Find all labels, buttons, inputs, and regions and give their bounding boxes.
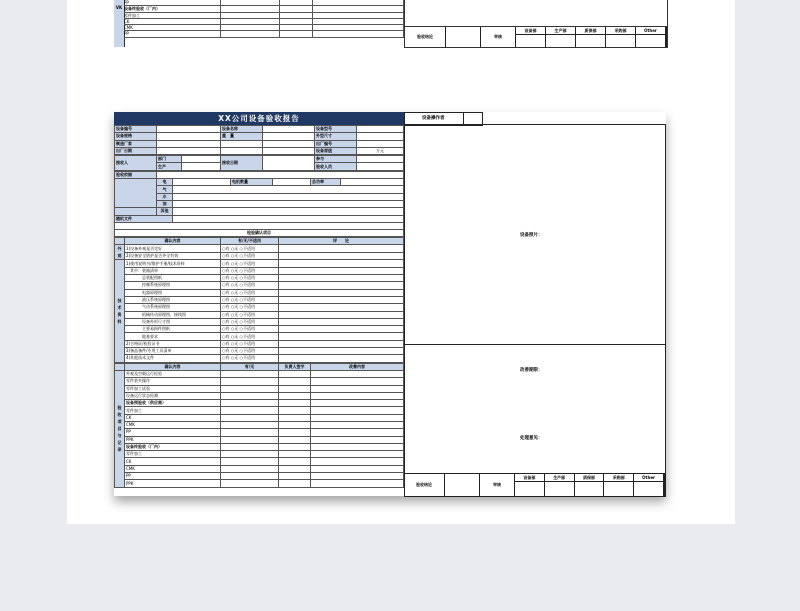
department-name: 设备部 [515,474,545,481]
process-resp[interactable] [279,414,311,421]
process-resp[interactable] [279,407,311,414]
process-row [115,378,404,385]
process-req[interactable] [311,421,404,428]
inspection-status[interactable]: ○有 ○无 ○不适用 [221,340,279,347]
process-yes-no[interactable] [221,465,279,472]
process-row [115,429,404,436]
process-resp[interactable] [279,436,311,443]
process-row [115,465,404,472]
signoff-label: 验收结论 [404,474,445,496]
previous-row-cell [313,25,404,30]
department-name: 采购部 [604,474,634,481]
previous-sheet-right [404,0,668,48]
process-row [115,436,404,443]
process-req[interactable] [311,378,404,385]
process-row [115,421,404,428]
info-label: 设备原值 [315,147,357,154]
water-label: 水 [157,193,173,200]
department-signature-box[interactable] [516,35,546,47]
process-table [114,363,404,488]
previous-row-item: 设备终验收（厂内） [124,6,221,11]
inspection-item: 液压系统原理图 [125,296,221,303]
process-yes-no[interactable] [221,443,279,450]
inspection-row [115,260,404,267]
info-label: 设备规格 [115,133,157,140]
inspection-status[interactable]: ○有 ○无 ○不适用 [221,296,279,303]
utility-side [115,179,157,208]
process-resp[interactable] [279,385,311,392]
department-name: 质保部 [575,474,605,481]
dept-field[interactable] [182,156,221,163]
inspection-remark[interactable] [279,252,404,260]
status-col-header: 有/无/不适用 [221,238,279,245]
process-item: 零件装夹操作 [125,378,221,385]
process-req[interactable] [311,451,404,458]
total-power-label: 总功率 [311,179,341,186]
power-label: 电 [157,179,173,186]
inspection-remark[interactable] [279,340,404,347]
factory-no-label: 出厂编号 [315,140,357,147]
attach-label: 随机文件 [115,215,173,222]
process-resp[interactable] [279,378,311,385]
inspection-remark[interactable] [279,304,404,311]
process-item: 零件加工 [125,407,221,414]
inspection-row [115,348,404,355]
process-resp[interactable] [279,451,311,458]
previous-row-cell [313,31,404,36]
info-field[interactable] [157,126,221,133]
process-yes-no[interactable] [221,400,279,407]
other-label: 其他 [157,208,173,215]
info-field[interactable] [357,126,404,133]
previous-row-cell [313,19,404,24]
info-field[interactable] [157,140,221,147]
inspection-remark[interactable] [279,311,404,318]
process-req[interactable] [311,429,404,436]
department-signature-box[interactable] [634,482,664,496]
inspection-remark[interactable] [279,326,404,333]
inspection-remark[interactable] [279,275,404,282]
process-resp[interactable] [279,458,311,465]
remark-col-header: 评 论 [279,238,404,245]
process-req[interactable] [311,473,404,480]
process-yes-no[interactable] [221,370,279,377]
producer-field[interactable] [182,163,221,170]
department-name: 生产部 [545,474,575,481]
inspection-row [115,318,404,325]
department-signature-box[interactable] [576,35,606,47]
process-yes-no[interactable] [221,392,279,399]
process-item: CMK [125,465,221,472]
req-header: 改善内容 [311,363,404,370]
previous-row-cell [280,19,313,24]
water-field[interactable] [173,193,404,200]
department-signature-box[interactable] [604,482,634,496]
previous-signoff-box [446,27,481,47]
process-row [115,458,404,465]
previous-section-label: VK [114,0,125,47]
previous-row-cell [221,19,280,24]
acceptance-basis-label: 验收依据 [115,171,157,178]
power-field[interactable] [173,179,231,186]
inspection-item: 控制系统原理图 [125,282,221,289]
process-item: 外观及空载运行检验 [125,370,221,377]
info-field[interactable] [221,147,263,154]
acceptor-label: 验收人员 [315,163,357,170]
process-row [115,400,404,407]
inspection-status[interactable]: ○有 ○无 ○不适用 [221,333,279,340]
inspection-status[interactable]: ○有 ○无 ○不适用 [221,311,279,318]
process-item: CMK [125,421,221,428]
process-req[interactable] [311,480,404,487]
department-name: 生产部 [546,27,576,34]
previous-row-cell [280,31,313,36]
inspection-row [115,275,404,282]
info-label: 制造厂家 [115,140,157,147]
process-yes-no[interactable] [221,480,279,487]
inspection-row [115,252,404,260]
info-field[interactable] [263,126,315,133]
info-field[interactable] [263,133,315,140]
previous-review-label: 审核 [481,27,516,47]
previous-row-cell [221,13,280,18]
info-label: 设备名称 [221,126,263,133]
inspection-status[interactable]: ○有 ○无 ○不适用 [221,267,279,274]
inspection-item: 地基要求 [125,333,221,340]
process-item: CK [125,414,221,421]
attach-field[interactable] [173,215,404,222]
process-row [115,480,404,487]
process-item: PP [125,473,221,480]
process-row [115,451,404,458]
motor-count-field[interactable] [273,179,311,186]
process-row [115,473,404,480]
inspection-item: 总装配图纸 [125,275,221,282]
info-label: 设备型号 [315,126,357,133]
inspection-item: 其中：装箱清单 [125,267,221,274]
process-yes-no[interactable] [221,458,279,465]
previous-sheet-fragment [114,0,666,47]
process-req[interactable] [311,465,404,472]
info-field[interactable] [157,133,221,140]
notes-box [404,343,666,497]
previous-sheet-rows [124,0,404,38]
process-side-header [115,363,125,370]
process-item: 设备运行状态检测 [125,392,221,399]
department-signature-box[interactable] [575,482,605,496]
previous-signoff-label: 验收结论 [405,27,446,47]
inspection-item: 2)合格证/检验证书 [125,340,221,347]
item-col-header: 确认内容 [125,238,221,245]
process-req[interactable] [311,400,404,407]
department-signatures [515,474,665,496]
inspection-item: 1)使用说明书/维护手册/技术资料 [125,260,221,267]
process-yes-no[interactable] [221,414,279,421]
department-signature-box[interactable] [546,35,576,47]
side-header [115,238,125,245]
basic-info-table [114,125,404,155]
other-field[interactable] [173,208,404,215]
info-label: 外型尺寸 [315,133,357,140]
main-dept-names [515,474,664,482]
inspection-status[interactable]: ○有 ○无 ○不适用 [221,355,279,362]
process-resp[interactable] [279,400,311,407]
department-signature-box[interactable] [515,482,545,496]
previous-row-cell [313,6,404,11]
info-field[interactable] [157,147,221,154]
department-name: 采购部 [606,27,636,34]
report-title: XX公司设备验收报告 [114,112,404,125]
inspection-remark[interactable] [279,260,404,267]
process-item: 设备预验收（供应商） [125,400,221,407]
inspection-status[interactable]: ○有 ○无 ○不适用 [221,326,279,333]
department-name: Other [636,27,666,34]
process-row [115,407,404,414]
info-label: 重 量 [221,133,263,140]
gas-label: 气 [157,186,173,193]
main-dept-signatures [515,482,664,496]
inspection-remark[interactable] [279,333,404,340]
previous-row-item: PP [124,31,221,36]
process-yes-no[interactable] [221,421,279,428]
inspection-status[interactable]: ○有 ○无 ○不适用 [221,348,279,355]
process-yes-no[interactable] [221,407,279,414]
process-item: PPK [125,436,221,443]
recv-date-label: 接收日期 [221,156,263,171]
other-side [115,208,157,215]
inspection-remark[interactable] [279,282,404,289]
inspection-remark[interactable] [279,267,404,274]
info-field[interactable] [263,147,315,154]
dept-label: 部门 [157,156,182,163]
inspection-table [114,237,404,362]
process-section-label: 验收项目与记录 [115,370,125,487]
process-item: 零件加工试验 [125,385,221,392]
visual-section-label: 外观 [115,245,125,260]
previous-row-cell [280,13,313,18]
previous-dept-names [516,27,666,35]
department-name: Other [634,474,664,481]
inspection-item: 1)设备外观是否完好 [125,245,221,253]
inspection-status[interactable]: ○有 ○无 ○不适用 [221,260,279,267]
process-resp[interactable] [279,429,311,436]
yes-no-header: 有/无 [221,363,279,370]
receiver-label: 接收人 [115,156,157,171]
process-row [115,414,404,421]
inspection-row [115,311,404,318]
inspection-status[interactable]: ○有 ○无 ○不适用 [221,252,279,260]
docs-section-label: 技术资料 [115,260,125,362]
info-field[interactable] [263,140,315,147]
previous-sheet-left [114,0,404,47]
recv-date-field[interactable] [263,156,315,171]
inspection-item: 设备外形尺寸图 [125,318,221,325]
previous-departments [516,27,667,47]
acceptance-basis-field[interactable] [157,171,404,178]
resp-header: 负责人签字 [279,363,311,370]
process-item: 设备终验收（厂内） [125,443,221,450]
inspection-row [115,289,404,296]
process-req[interactable] [311,443,404,450]
inspection-row [115,267,404,274]
process-resp[interactable] [279,473,311,480]
previous-row-cell [280,0,313,5]
process-req[interactable] [311,458,404,465]
inspection-status[interactable]: ○有 ○无 ○不适用 [221,245,279,253]
process-req[interactable] [311,436,404,443]
department-signature-box[interactable] [545,482,575,496]
inspection-item: 2)设备安全防护是否齐全有效 [125,252,221,260]
info-field[interactable] [221,140,263,147]
process-yes-no[interactable] [221,385,279,392]
process-resp[interactable] [279,443,311,450]
inspection-row [115,355,404,362]
inspection-row [115,282,404,289]
process-req[interactable] [311,414,404,421]
inspection-status[interactable]: ○有 ○无 ○不适用 [221,318,279,325]
previous-row-item: CMK [124,25,221,30]
process-row [115,392,404,399]
operator-label: 设备操作者 [404,113,464,125]
motor-count-label: 电机数量 [231,179,273,186]
inspection-row [115,245,404,253]
signoff-row [404,473,665,496]
spacer-row [115,222,404,229]
info-row [115,147,404,154]
process-resp[interactable] [279,370,311,377]
process-resp[interactable] [279,421,311,428]
gas-field[interactable] [173,186,404,193]
process-yes-no[interactable] [221,378,279,385]
inspection-status[interactable]: ○有 ○无 ○不适用 [221,304,279,311]
utility-table [114,171,404,237]
participant-field[interactable] [357,156,404,163]
process-req[interactable] [311,392,404,399]
process-item: CK [125,458,221,465]
previous-row-item: CK [124,19,221,24]
inspection-item: 电器原理图 [125,289,221,296]
inspection-remark[interactable] [279,296,404,303]
process-row [115,370,404,377]
previous-row-cell [313,13,404,18]
process-yes-no[interactable] [221,436,279,443]
report-table-area [114,112,405,496]
check-title: 检验确认项目 [115,229,404,236]
inspection-item: 3)备品备件/专用工具清单 [125,348,221,355]
previous-signoff-row [405,26,667,47]
process-item: 零件加工 [125,451,221,458]
inspection-item: 机械传动原理图、接线图 [125,311,221,318]
inspection-remark[interactable] [279,348,404,355]
inspection-row [115,304,404,311]
department-name: 设备部 [516,27,546,34]
inspection-item: 4)其他技术文件 [125,355,221,362]
signoff-box[interactable] [445,474,480,496]
previous-row-cell [313,0,404,5]
process-resp[interactable] [279,392,311,399]
process-req[interactable] [311,407,404,414]
process-yes-no[interactable] [221,473,279,480]
oil-label: 油 [157,200,173,207]
info-label: 出厂日期 [115,147,157,154]
inspection-status[interactable]: ○有 ○无 ○不适用 [221,289,279,296]
participant-label: 参与 [315,156,357,163]
process-resp[interactable] [279,480,311,487]
process-row [115,385,404,392]
info-row [115,140,404,147]
inspection-row [115,340,404,347]
inspection-remark[interactable] [279,289,404,296]
oil-field[interactable] [173,200,404,207]
producer-label: 生产 [157,163,182,170]
inspection-row [115,296,404,303]
process-row [115,443,404,450]
previous-row-cell [221,25,280,30]
inspection-status[interactable]: ○有 ○无 ○不适用 [221,282,279,289]
info-field[interactable] [357,133,404,140]
receiver-table [114,155,404,171]
previous-row-cell [221,6,280,11]
inspection-row [115,326,404,333]
process-yes-no[interactable] [221,429,279,436]
previous-row-cell [280,6,313,11]
inspection-remark[interactable] [279,318,404,325]
report-right-panel [404,112,666,496]
process-yes-no[interactable] [221,451,279,458]
process-req[interactable] [311,385,404,392]
inspection-remark[interactable] [279,245,404,253]
previous-row-cell [221,31,280,36]
deadline-label: 改善期限： [520,368,543,373]
info-row [115,133,404,140]
inspection-item: 气动系统原理图 [125,304,221,311]
photo-label: 设备照片： [520,233,543,238]
previous-row-item: PP [124,0,221,5]
acceptance-report-sheet [114,112,666,496]
opinion-label: 处理意见： [520,436,543,441]
review-label: 审核 [480,474,515,496]
info-row [115,126,404,133]
inspection-row [115,333,404,340]
acceptor-field[interactable] [357,163,404,170]
inspection-status[interactable]: ○有 ○无 ○不适用 [221,275,279,282]
info-label: 设备编号 [115,126,157,133]
process-item: PP [125,429,221,436]
previous-dept-signatures [516,35,666,47]
process-item: PPK [125,480,221,487]
photo-box [404,124,666,345]
previous-row-item: 零件加工 [124,13,221,18]
inspection-item: 主要易损件图纸 [125,326,221,333]
process-item-header: 确认内容 [125,363,221,370]
previous-row [124,31,404,37]
department-signature-box[interactable] [636,35,666,47]
info-field[interactable]: 万元 [357,147,404,154]
process-req[interactable] [311,370,404,377]
previous-row-cell [280,25,313,30]
total-power-field[interactable] [341,179,404,186]
info-field[interactable] [357,140,404,147]
previous-row-cell [221,0,280,5]
process-resp[interactable] [279,465,311,472]
department-signature-box[interactable] [606,35,636,47]
department-name: 质保部 [576,27,606,34]
inspection-remark[interactable] [279,355,404,362]
